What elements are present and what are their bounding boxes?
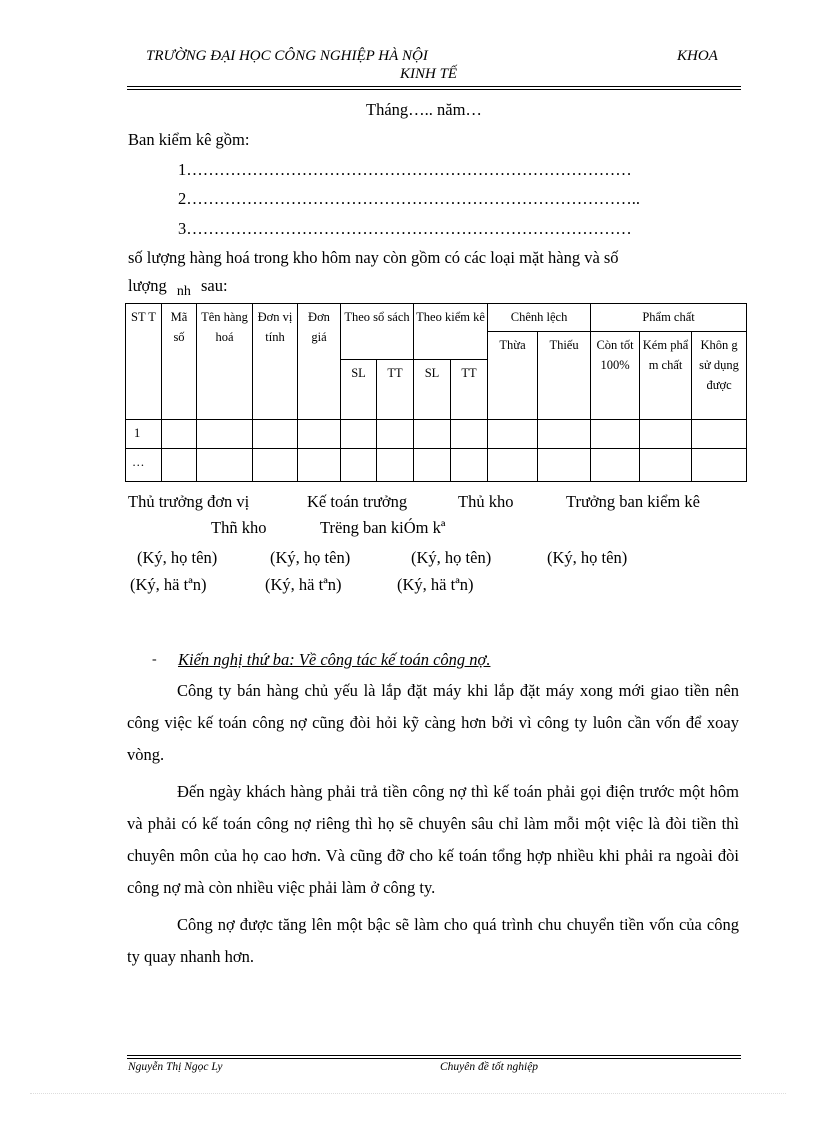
col-header-tt-so-sach: TT	[377, 360, 414, 420]
committee-label: Ban kiểm kê gồm:	[128, 130, 250, 149]
sig-garbled-thu-kho: Thñ kho	[211, 518, 267, 537]
sig-garbled-truong-ban: Trëng ban kiÓm kª	[320, 518, 446, 537]
col-header-khong-su-dung: Khôn g sử dụng được	[692, 332, 747, 420]
col-header-con-tot: Còn tốt 100%	[591, 332, 640, 420]
sig-garbled-label-2: (Ký, hä tªn)	[265, 575, 342, 594]
footer-doc-type: Chuyên đề tốt nghiệp	[440, 1061, 539, 1073]
paragraph-2: Đến ngày khách hàng phải trả tiền công nợ thì kế toán phải gọi điện trước một hôm và phải có kế toán công nợ riêng thì họ sẽ chuyên sâu chỉ làm mỗi một việc là đòi tiền thì chuyên môn của họ cao hơn. Và cũng đỡ cho kế toán tổng hợp nhiều khi phải ra ngoài đòi công nợ mà còn nhiều việc phải làm ở công ty.	[127, 782, 739, 897]
member-line-2: 2………………………………………………………………………..	[178, 189, 640, 208]
intro-line-2	[128, 276, 228, 299]
sig-label-4: (Ký, họ tên)	[547, 548, 628, 567]
inventory-table	[125, 303, 747, 482]
col-header-theo-so-sach: Theo sổ sách	[341, 304, 414, 360]
sig-title-ke-toan-truong: Kế toán trưởng	[307, 492, 408, 511]
sig-label-1: (Ký, họ tên)	[137, 548, 218, 567]
col-header-chenh-lech: Chênh lệch	[488, 304, 591, 332]
sig-label-3: (Ký, họ tên)	[411, 548, 492, 567]
table-row	[126, 449, 747, 482]
col-header-theo-kiem-ke: Theo kiểm kê	[414, 304, 488, 360]
sig-garbled-label-3: (Ký, hä tªn)	[397, 575, 474, 594]
col-header-don-vi-tinh: Đơn vị tính	[253, 304, 298, 420]
header-khoa: KHOA	[677, 48, 718, 64]
footer-author: Nguyễn Thị Ngọc Ly	[128, 1061, 223, 1073]
intro-line-1: số lượng hàng hoá trong kho hôm nay còn gồm có các loại mặt hàng và số	[128, 248, 619, 267]
col-header-stt: ST T	[126, 304, 162, 420]
header-kinh-te: KINH TẾ	[400, 66, 458, 82]
date-line: Tháng….. năm…	[366, 100, 482, 119]
paragraph-3: Công nợ được tăng lên một bậc sẽ làm cho quá trình chu chuyển tiền vốn của công ty quay nhanh hơn.	[127, 915, 739, 966]
col-header-ma-so: Mã số	[162, 304, 197, 420]
footer-rule	[127, 1055, 741, 1059]
sig-label-2: (Ký, họ tên)	[270, 548, 351, 567]
section-heading: Kiến nghị thứ ba: Về công tác kế toán công nợ.	[178, 650, 491, 669]
page-bottom-border	[30, 1093, 786, 1094]
member-line-3: 3………………………………………………………………………	[178, 219, 632, 238]
intro-word-nh: nh	[176, 284, 191, 299]
section-bullet: -	[152, 652, 157, 667]
col-header-don-gia: Đơn giá	[298, 304, 341, 420]
header-rule	[127, 86, 741, 90]
row-stt: …	[126, 449, 162, 482]
table-row	[126, 420, 747, 449]
col-header-kem-pham-chat: Kém phẩ m chất	[640, 332, 692, 420]
col-header-thua: Thừa	[488, 332, 538, 420]
col-header-sl-kiem-ke: SL	[414, 360, 451, 420]
col-header-pham-chat: Phẩm chất	[591, 304, 747, 332]
sig-title-truong-ban: Trưởng ban kiểm kê	[566, 492, 700, 511]
sig-title-thu-kho: Thủ kho	[458, 492, 514, 511]
col-header-ten-hang-hoa: Tên hàng hoá	[197, 304, 253, 420]
member-line-1: 1………………………………………………………………………	[178, 160, 632, 179]
col-header-tt-kiem-ke: TT	[451, 360, 488, 420]
col-header-sl-so-sach: SL	[341, 360, 377, 420]
row-stt: 1	[126, 420, 162, 449]
sig-garbled-label-1: (Ký, hä tªn)	[130, 575, 207, 594]
paragraph-1: Công ty bán hàng chủ yếu là lắp đặt máy khi lắp đặt máy xong mới giao tiền nên công việc kế toán công nợ cũng đòi hỏi kỹ càng hơn bởi vì công ty luôn cần vốn để xoay vòng.	[127, 681, 739, 764]
intro-word-luong: lượng	[128, 276, 167, 295]
body-text	[127, 675, 739, 973]
header-school: TRƯỜNG ĐẠI HỌC CÔNG NGHIỆP HÀ NỘI	[146, 48, 428, 64]
intro-word-sau: sau:	[201, 276, 228, 295]
sig-title-thu-truong: Thủ trưởng đơn vị	[128, 492, 250, 511]
col-header-thieu: Thiếu	[538, 332, 591, 420]
